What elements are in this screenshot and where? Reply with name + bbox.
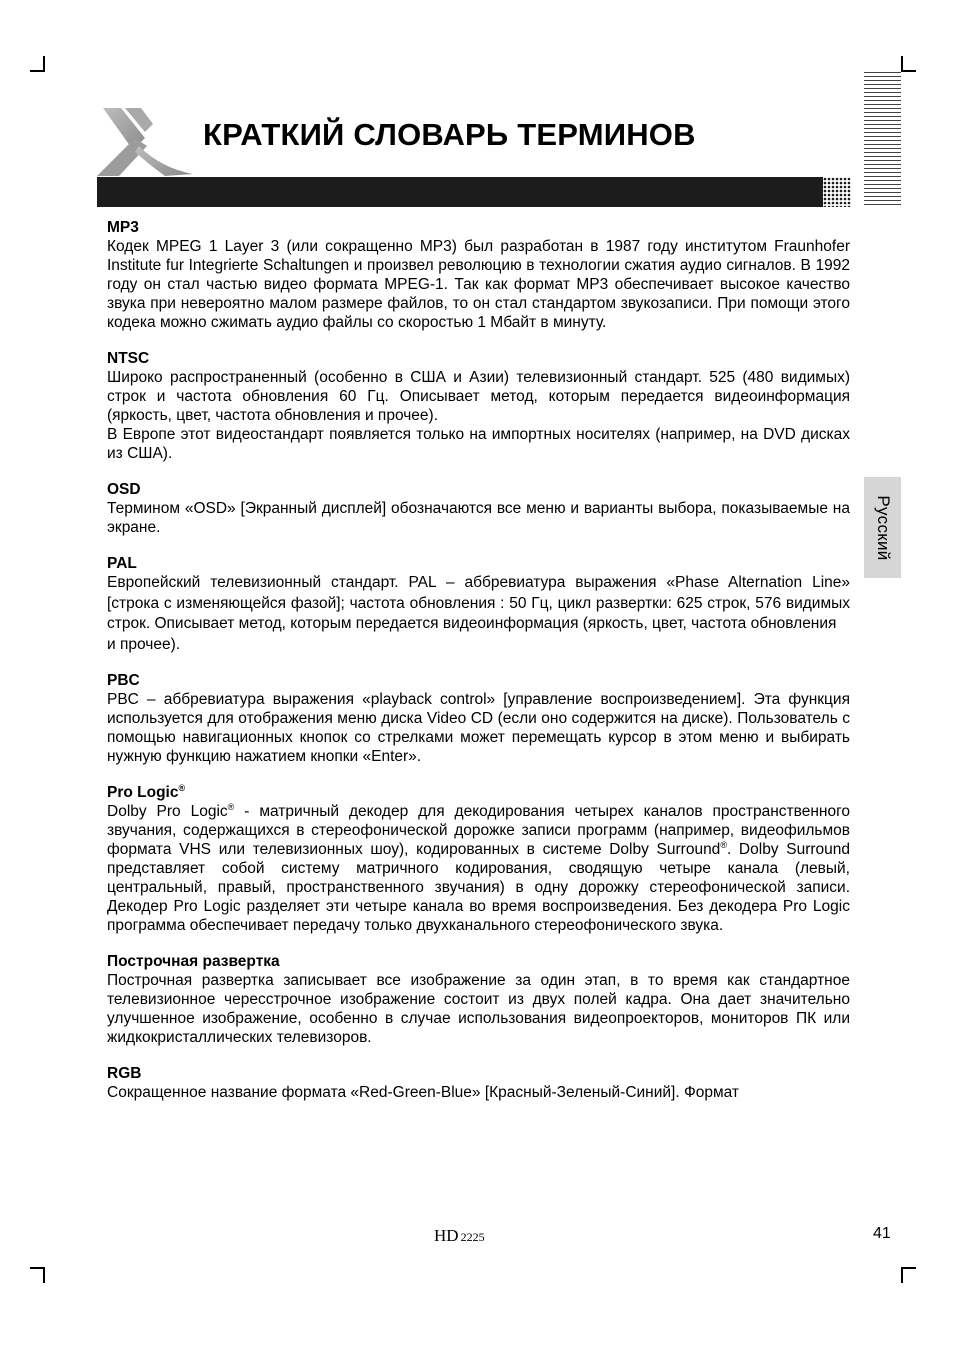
term-description: Широко распространенный (особенно в США и Азии) телевизионный стандарт. 525 (480 видимых) строк и частота обновления 60 Гц. Описывает метод, которым передается видеоинформация (яркость, цвет, частота обновления и прочее).	[107, 369, 850, 424]
crop-mark-top-left	[30, 70, 45, 72]
term-text: Dolby Pro Logic	[107, 802, 228, 820]
crop-mark-bottom-right	[901, 1267, 916, 1269]
term-rgb	[107, 1064, 850, 1102]
registered-mark: ®	[227, 801, 235, 812]
term-title: OSD	[107, 481, 141, 498]
registered-mark: ®	[720, 839, 727, 850]
glossary-content	[107, 218, 850, 1119]
term-title: PAL	[107, 555, 137, 572]
crop-mark-bottom-left	[43, 1267, 45, 1283]
term-title-text: Pro Logic	[107, 783, 179, 801]
term-pro-logic	[107, 783, 850, 935]
term-progressive-scan	[107, 952, 850, 1047]
term-mp3	[107, 218, 850, 332]
term-text: . Dolby Surround представляет собой систему матричного кодирования, сводящую четыре канала (левый, центральный, правый, пространственного звучания) в одну дорожку стереофонической записи. Декодер Pro Logic разделяет эти четыре канала во время воспроизведения. Без декодера Pro Logic программа обеспечивает передачу только двухканального стереофонического звука.	[107, 840, 850, 934]
language-label: Русский	[873, 494, 893, 561]
model-logo	[434, 1226, 485, 1246]
term-pbc	[107, 671, 850, 766]
brand-x-logo-icon	[95, 104, 195, 180]
term-title: Построчная развертка	[107, 952, 280, 970]
crop-mark-bottom-left	[30, 1267, 45, 1269]
term-description	[107, 802, 850, 935]
term-title: NTSC	[107, 350, 150, 367]
term-description: Термином «OSD» [Экранный дисплей] обозначаются все меню и варианты выбора, показываемые на экране.	[107, 500, 850, 536]
crop-mark-top-right	[901, 70, 916, 72]
term-description: PBC – аббревиатура выражения «playback control» [управление воспроизведением]. Эта функция используется для отображения меню диска Video CD (если оно содержится на диске). Пользователь с помощью навигационных кнопок со стрелками может перемещать курсор в этом меню и выбирать нужную функцию нажатием кнопки «Enter».	[107, 690, 850, 765]
term-title: PBC	[107, 671, 140, 689]
halftone-dots-decoration	[815, 177, 851, 207]
crop-mark-bottom-right	[901, 1267, 903, 1283]
term-ntsc	[107, 349, 850, 463]
term-description: В Европе этот видеостандарт появляется только на импортных носителях (например, на DVD дисках из США).	[107, 426, 850, 462]
term-osd	[107, 480, 850, 537]
page-number: 41	[873, 1225, 891, 1242]
term-description: Кодек MPEG 1 Layer 3 (или сокращенно MP3) был разработан в 1987 году институтом Fraunhofer Institute fur Integrierte Schaltungen и произвел революцию в технологии сжатия аудио сигналов. В 1992 году он стал частью видео формата MPEG-1. Так как формат MP3 обеспечивает высокое качество звука при невероятно малом размере файлов, то он стал стандартом звукозаписи. При помощи этого кодека можно сжимать аудио файлы со скоростью 1 Мбайт в минуту.	[107, 238, 850, 331]
title-bar	[97, 177, 849, 207]
term-title: MP3	[107, 219, 139, 236]
term-description: и прочее).	[107, 635, 181, 653]
model-logo-text: HD	[434, 1226, 459, 1245]
term-title: RGB	[107, 1064, 142, 1082]
term-description: Построчная развертка записывает все изображение за один этап, в то время как стандартное телевизионное чересстрочное изображение состоит из двух полей кадра. Она дает значительно улучшенное изображение, особенно в случае использования видеопроекторов, мониторов ПК или жидкокристаллических телевизоров.	[107, 971, 850, 1046]
model-number: 2225	[460, 1230, 485, 1244]
language-tab	[864, 477, 901, 578]
term-description: Сокращенное название формата «Red-Green-Blue» [Красный-Зеленый-Синий]. Формат	[107, 1083, 740, 1101]
term-text: - матричный декодер для декодирования четырех каналов пространственного звучания, содержащихся в стереофонической дорожке записи программ (например, видеофильмов формата VHS или телевизионных шоу), кодированных в системе Dolby Surround	[107, 802, 851, 858]
term-description: Европейский телевизионный стандарт. PAL – аббревиатура выражения «Phase Alternation Line» [строка с изменяющейся фазой]; частота обновления : 50 Гц, цикл развертки: 625 строк, 576 видимых строк. Описывает метод, которым передается видеоинформация (яркость, цвет, частота обновления	[107, 574, 850, 632]
registered-mark: ®	[178, 782, 186, 793]
term-title	[107, 783, 850, 802]
decorative-stripes	[864, 72, 901, 205]
term-pal	[107, 554, 850, 654]
page-title: КРАТКИЙ СЛОВАРЬ ТЕРМИНОВ	[203, 117, 696, 152]
